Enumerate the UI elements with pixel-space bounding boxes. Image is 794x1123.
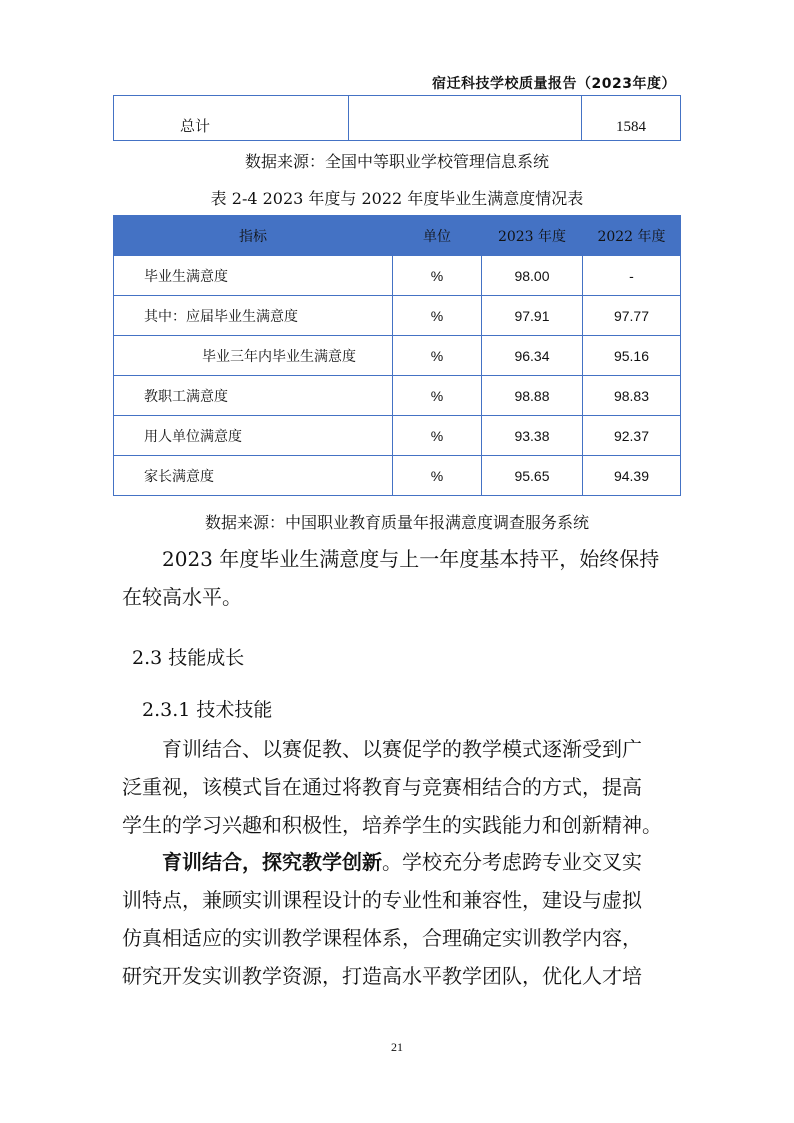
paragraph-satisfaction bbox=[122, 540, 682, 616]
paragraph-innovation bbox=[122, 843, 682, 995]
paragraph-line: 在较高水平。 bbox=[122, 585, 242, 609]
bold-lead: 育训结合，探究教学创新 bbox=[162, 850, 382, 874]
unit-cell: % bbox=[393, 256, 482, 296]
unit-cell: % bbox=[393, 376, 482, 416]
value-2023: 97.91 bbox=[482, 296, 583, 336]
paragraph-line: 泛重视，该模式旨在通过将教育与竞赛相结合的方式，提高 bbox=[122, 775, 642, 799]
page-number: 21 bbox=[391, 1040, 403, 1054]
indicator-label: 教职工满意度 bbox=[144, 388, 228, 405]
table-row bbox=[114, 96, 681, 141]
paragraph-line: 仿真相适应的实训教学课程体系，合理确定实训教学内容， bbox=[122, 926, 642, 950]
section-heading-2-3: 2.3 技能成长 bbox=[132, 647, 245, 669]
indicator-label: 毕业三年内毕业生满意度 bbox=[202, 348, 356, 365]
table-row bbox=[114, 256, 681, 296]
col-header-indicator: 指标 bbox=[114, 216, 393, 256]
indicator-label: 用人单位满意度 bbox=[144, 428, 242, 445]
table-row bbox=[114, 416, 681, 456]
paragraph-line: 训特点，兼顾实训课程设计的专业性和兼容性，建设与虚拟 bbox=[122, 888, 642, 912]
value-2022: 97.77 bbox=[583, 296, 681, 336]
data-source-1: 数据来源：全国中等职业学校管理信息系统 bbox=[244, 152, 549, 171]
value-2023: 98.00 bbox=[482, 256, 583, 296]
total-label: 总计 bbox=[114, 96, 349, 141]
col-header-unit: 单位 bbox=[393, 216, 482, 256]
table-row bbox=[114, 336, 681, 376]
value-2023: 93.38 bbox=[482, 416, 583, 456]
total-value: 1584 bbox=[582, 96, 681, 141]
paragraph-line: 研究开发实训教学资源，打造高水平教学团队，优化人才培 bbox=[122, 964, 642, 988]
total-blank-cell bbox=[349, 96, 582, 141]
value-2022: 92.37 bbox=[583, 416, 681, 456]
indicator-label: 毕业生满意度 bbox=[144, 268, 228, 285]
paragraph-teaching-model bbox=[122, 730, 682, 844]
value-2023: 98.88 bbox=[482, 376, 583, 416]
table-header-row bbox=[114, 216, 681, 256]
value-2022: 94.39 bbox=[583, 456, 681, 496]
value-2023: 96.34 bbox=[482, 336, 583, 376]
col-header-2023: 2023 年度 bbox=[482, 216, 583, 256]
value-2022: - bbox=[583, 256, 681, 296]
total-table bbox=[113, 95, 681, 141]
table-caption: 表 2-4 2023 年度与 2022 年度毕业生满意度情况表 bbox=[210, 189, 584, 208]
table-row bbox=[114, 376, 681, 416]
table-row bbox=[114, 456, 681, 496]
lead-rest: 。学校充分考虑跨专业交叉实 bbox=[382, 850, 642, 874]
page-header: 宿迁科技学校质量报告（2023年度） bbox=[432, 76, 676, 92]
value-2022: 95.16 bbox=[583, 336, 681, 376]
unit-cell: % bbox=[393, 336, 482, 376]
unit-cell: % bbox=[393, 456, 482, 496]
unit-cell: % bbox=[393, 296, 482, 336]
data-source-2: 数据来源：中国职业教育质量年报满意度调查服务系统 bbox=[204, 513, 589, 532]
section-heading-2-3-1: 2.3.1 技术技能 bbox=[142, 699, 273, 721]
paragraph-line: 育训结合、以赛促教、以赛促学的教学模式逐渐受到广 bbox=[162, 737, 642, 761]
satisfaction-table bbox=[113, 215, 681, 496]
paragraph-line: 2023 年度毕业生满意度与上一年度基本持平，始终保持 bbox=[162, 547, 660, 571]
indicator-label: 家长满意度 bbox=[144, 468, 214, 485]
value-2023: 95.65 bbox=[482, 456, 583, 496]
indicator-label: 其中：应届毕业生满意度 bbox=[144, 308, 298, 325]
col-header-2022: 2022 年度 bbox=[583, 216, 681, 256]
value-2022: 98.83 bbox=[583, 376, 681, 416]
table-row bbox=[114, 296, 681, 336]
paragraph-line: 学生的学习兴趣和积极性，培养学生的实践能力和创新精神。 bbox=[122, 813, 662, 837]
paragraph-line bbox=[122, 843, 682, 881]
unit-cell: % bbox=[393, 416, 482, 456]
